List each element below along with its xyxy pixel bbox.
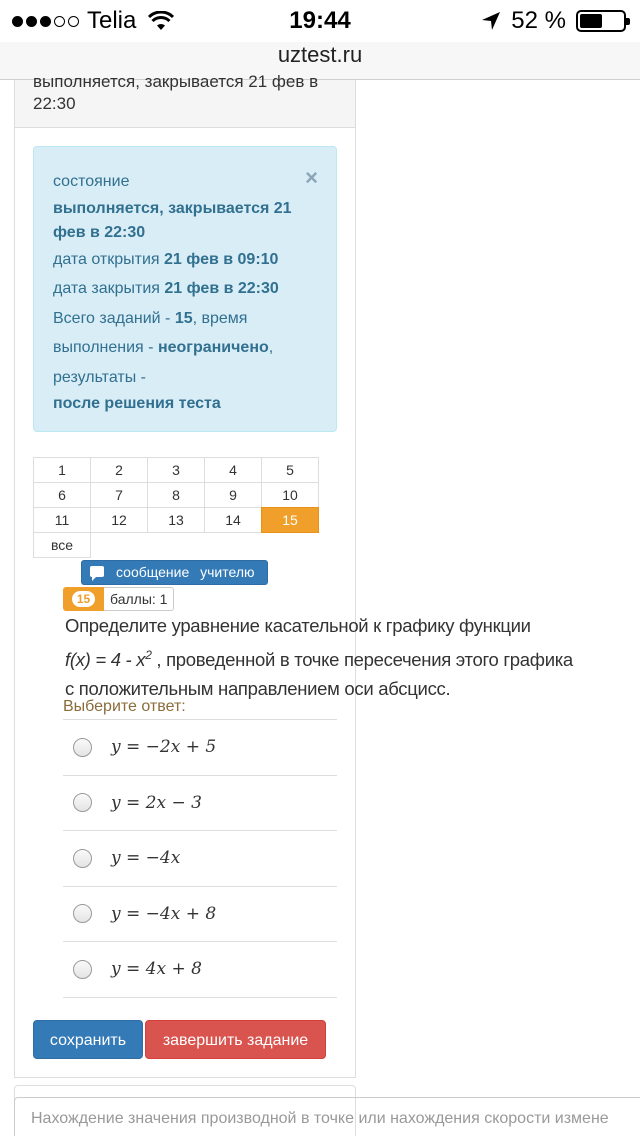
- open-date: дата открытия 21 фев в 09:10: [53, 250, 279, 268]
- question-nav-item[interactable]: 6: [33, 482, 91, 508]
- status-bar: [0, 0, 640, 42]
- status-right: [481, 7, 626, 35]
- question-nav-item[interactable]: 15: [261, 507, 319, 533]
- close-icon[interactable]: ×: [305, 165, 318, 190]
- answer-radio[interactable]: [73, 738, 92, 757]
- answer-option[interactable]: [63, 831, 337, 887]
- test-panel: [14, 72, 573, 1078]
- state-value: выполняется, закрывается 21 фев в 22:30: [53, 199, 292, 241]
- answer-formula: y = −4x + 8: [111, 903, 217, 924]
- question-nav-row: [33, 457, 323, 482]
- function-formula: $f(x) = 4 - x^2$: [65, 647, 152, 670]
- question-nav-item[interactable]: 4: [204, 457, 262, 483]
- question-nav-item[interactable]: 2: [90, 457, 148, 483]
- time-limit: неограничено: [157, 339, 269, 356]
- score-badge: [63, 587, 174, 611]
- question-nav-item[interactable]: 14: [204, 507, 262, 533]
- task-summary: Всего заданий - 15, время выполнения - неограничено, результаты -: [53, 309, 274, 386]
- question-nav-item[interactable]: 7: [90, 482, 148, 508]
- chat-bubble-icon: [90, 566, 104, 577]
- question-navigation: [33, 457, 323, 557]
- battery-percent: 52 %: [511, 7, 566, 34]
- save-button[interactable]: сохранить: [33, 1020, 143, 1059]
- finish-task-button[interactable]: завершить задание: [145, 1020, 326, 1059]
- answer-option[interactable]: [63, 776, 337, 832]
- answer-radio[interactable]: [73, 849, 92, 868]
- answer-option[interactable]: [63, 887, 337, 943]
- battery-tip: [626, 18, 630, 25]
- answer-formula: y = 4x + 8: [111, 959, 202, 980]
- question-line: с положительным направлением оси абсцисс.: [65, 678, 451, 700]
- answer-radio[interactable]: [73, 960, 92, 979]
- answer-radio[interactable]: [73, 904, 92, 923]
- related-topic-input[interactable]: Нахождение значения производной в точке или нахождения скорости измене: [14, 1097, 640, 1136]
- close-date-value: 21 фев в 22:30: [164, 280, 279, 297]
- answer-formula: y = −2x + 5: [111, 737, 217, 758]
- carrier-name: Telia: [87, 7, 137, 34]
- question-nav-item[interactable]: 9: [204, 482, 262, 508]
- question-nav-row: [33, 507, 323, 532]
- question-nav-item[interactable]: 13: [147, 507, 205, 533]
- question-nav-item[interactable]: 10: [261, 482, 319, 508]
- question-text: [65, 611, 625, 704]
- question-nav-row: [33, 482, 323, 507]
- question-nav-all[interactable]: все: [33, 532, 91, 558]
- question-nav-item[interactable]: 1: [33, 457, 91, 483]
- answer-list: [63, 719, 337, 998]
- close-date: дата закрытия 21 фев в 22:30: [53, 280, 279, 297]
- location-arrow-icon: [481, 11, 501, 31]
- tasks-count: 15: [174, 309, 193, 327]
- question-nav-row: [33, 532, 323, 557]
- panel-heading: [15, 72, 355, 128]
- question-nav-item[interactable]: 5: [261, 457, 319, 483]
- points-label: баллы: 1: [104, 587, 174, 611]
- battery-fill: [580, 14, 602, 28]
- panel-heading-text: выполняется, закрывается 21 фев в 22:30: [33, 72, 319, 113]
- question-nav-item[interactable]: 8: [147, 482, 205, 508]
- question-number-badge: 15: [63, 587, 104, 611]
- clock: 19:44: [289, 7, 351, 34]
- answer-formula: y = −4x: [111, 848, 181, 869]
- answer-formula: y = 2x − 3: [111, 792, 202, 813]
- question-line: $f(x) = 4 - x^2$ , проведенной в точке пересечения этого графика: [65, 647, 573, 670]
- question-nav-item[interactable]: 3: [147, 457, 205, 483]
- message-teacher-button[interactable]: сообщение учителю: [81, 560, 268, 585]
- answer-option[interactable]: [63, 942, 337, 998]
- results-value: после решения теста: [53, 395, 221, 412]
- address-bar[interactable]: uztest.ru: [0, 42, 640, 80]
- question-nav-item[interactable]: 12: [90, 507, 148, 533]
- open-date-value: 21 фев в 09:10: [164, 250, 279, 268]
- question-nav-item[interactable]: 11: [33, 507, 91, 533]
- battery-icon: [576, 10, 626, 32]
- choose-answer-label: Выберите ответ:: [63, 698, 186, 715]
- state-label: состояние: [53, 173, 130, 190]
- answer-radio[interactable]: [73, 793, 92, 812]
- test-info-alert: [33, 146, 337, 432]
- question-line: Определите уравнение касательной к графику функции: [65, 615, 531, 636]
- answer-option[interactable]: [63, 720, 337, 776]
